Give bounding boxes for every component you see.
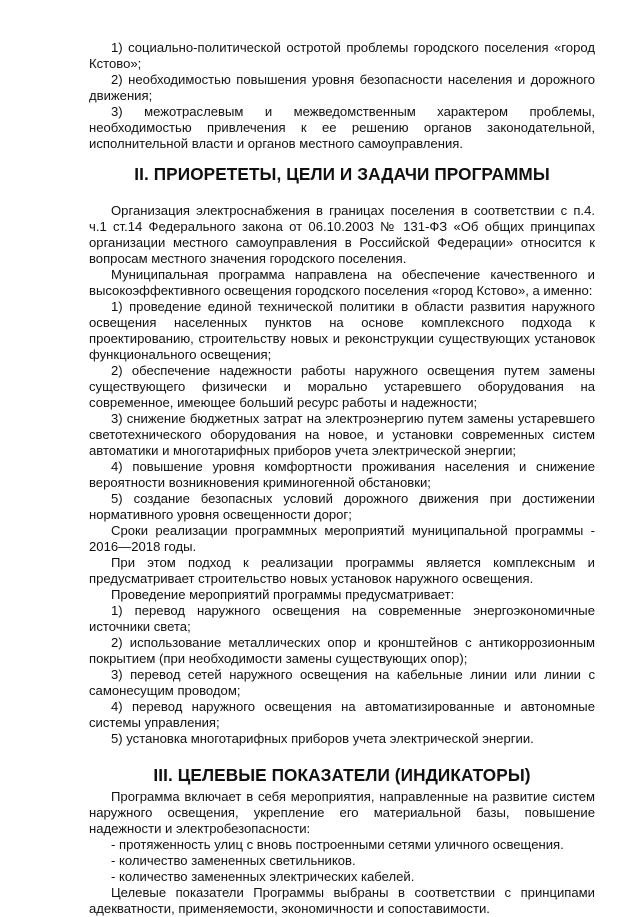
s2-measure-1: 1) перевод наружного освещения на современные энергоэкономичные источники света; (89, 603, 595, 634)
section-2-heading: II. ПРИОРЕТЕТЫ, ЦЕЛИ И ЗАДАЧИ ПРОГРАММЫ (134, 164, 550, 184)
s2-goal-1: 1) проведение единой технической политики в области развития наружного освещения населенных пунктов на основе комплексного подхода к проектированию, строительству новых и реконструкции существующих установок функционального освещения; (89, 299, 595, 362)
s2-paragraph-program-aim: Муниципальная программа направлена на обеспечение качественного и высокоэффективного освещения городского поселения «город Кстово», а именно: (89, 267, 595, 298)
section-3-heading: III. ЦЕЛЕВЫЕ ПОКАЗАТЕЛИ (ИНДИКАТОРЫ) (153, 765, 531, 785)
s3-intro: Программа включает в себя мероприятия, направленные на развитие систем наружного освещения, укрепление его материальной базы, повышение надежности и электробезопасности: (89, 789, 595, 836)
s2-measure-3: 3) перевод сетей наружного освещения на кабельные линии или линии с самонесущим проводом; (89, 667, 595, 698)
intro-item-3: 3) межотраслевым и межведомственным характером проблемы, необходимостью привлечения к ее решению органов законодательной, исполнительной власти и органов местного самоуправления. (89, 104, 595, 151)
s2-measure-5: 5) установка многотарифных приборов учета электрической энергии. (111, 731, 534, 746)
s3-bullet-2: - количество замененных светильников. (111, 853, 356, 868)
s2-paragraph-legal-basis: Организация электроснабжения в границах поселения в соответствии с п.4. ч.1 ст.14 Федерального закона от 06.10.2003 № 131-ФЗ «Об общих принципах организации местного самоуправления в Российской Федерации» относится к вопросам местного значения городского поселения. (89, 203, 595, 266)
s2-goal-3: 3) снижение бюджетных затрат на электроэнергию путем замены устаревшего светотехнического оборудования на новое, и установки современных систем автоматики и многотарифных приборов учета электрической энергии; (89, 411, 595, 458)
s3-bullet-3: - количество замененных электрических кабелей. (111, 869, 415, 884)
s2-goal-5: 5) создание безопасных условий дорожного движения при достижении нормативного уровня освещенности дорог; (89, 491, 595, 522)
s3-closing: Целевые показатели Программы выбраны в соответствии с принципами адекватности, применяемости, экономичности и сопоставимости. (89, 885, 595, 916)
s2-paragraph-approach: При этом подход к реализации программы является комплексным и предусматривает строительство новых установок наружного освещения. (89, 555, 595, 586)
s2-goal-4: 4) повышение уровня комфортности проживания населения и снижение вероятности возникновения криминогенной обстановки; (89, 459, 595, 490)
intro-item-1: 1) социально-политической остротой проблемы городского поселения «город Кстово»; (89, 40, 595, 71)
s3-bullet-1: - протяженность улиц с вновь построенными сетями уличного освещения. (111, 837, 564, 852)
s2-measure-2: 2) использование металлических опор и кронштейнов с антикоррозионным покрытием (при необходимости замены существующих опор); (89, 635, 595, 666)
intro-item-2: 2) необходимостью повышения уровня безопасности населения и дорожного движения; (89, 72, 595, 103)
s2-paragraph-measures-intro: Проведение мероприятий программы предусматривает: (111, 587, 455, 602)
document-page (89, 40, 595, 917)
s2-measure-4: 4) перевод наружного освещения на автоматизированные и автономные системы управления; (89, 699, 595, 730)
s2-paragraph-timeline: Сроки реализации программных мероприятий муниципальной программы - 2016—2018 годы. (89, 523, 595, 554)
s2-goal-2: 2) обеспечение надежности работы наружного освещения путем замены существующего физически и морально устаревшего оборудования на современное, имеющее больший ресурс работы и надежности; (89, 363, 595, 410)
